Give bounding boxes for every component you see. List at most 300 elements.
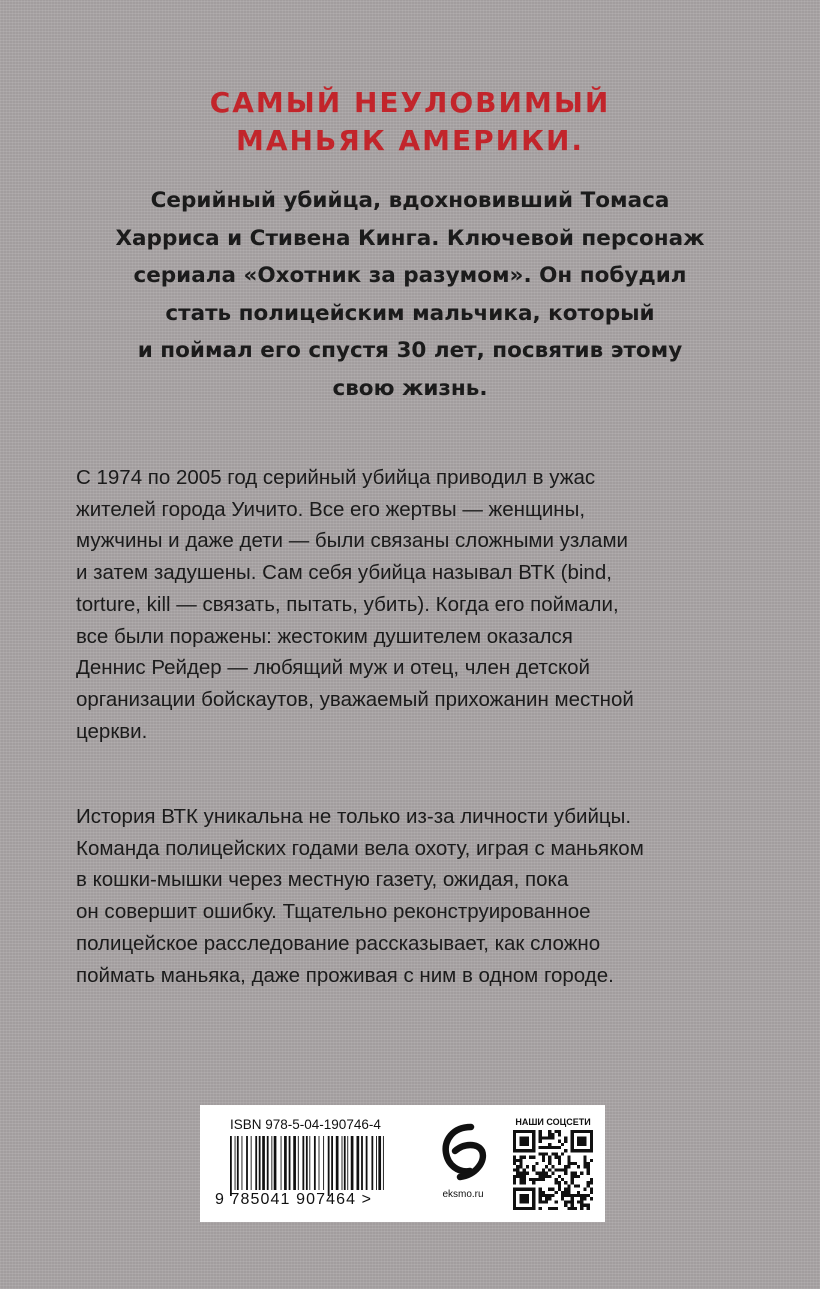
barcode-bar [267,1136,269,1190]
qr-module [532,1207,535,1210]
barcode-bar [289,1136,291,1190]
qr-module [561,1191,564,1194]
barcode-bar [230,1136,232,1196]
barcode-bar [331,1136,333,1190]
paragraph-line: Деннис Рейдер — любящий муж и отец, член детской [76,656,591,680]
qr-module [545,1200,548,1203]
qr-module [529,1156,532,1159]
qr-module [558,1188,561,1191]
qr-module [551,1133,554,1136]
qr-module [587,1207,590,1210]
qr-module [523,1168,526,1171]
qr-module [532,1194,535,1197]
qr-module [548,1162,551,1165]
barcode-bar [371,1136,373,1190]
qr-module [513,1178,516,1181]
qr-module [539,1197,542,1200]
qr-module [513,1207,516,1210]
qr-module [555,1200,558,1203]
qr-module [590,1143,593,1146]
qr-module [542,1194,545,1197]
qr-module [577,1200,580,1203]
qr-module [574,1162,577,1165]
qr-module [571,1133,574,1136]
qr-module [571,1204,574,1207]
qr-module [523,1178,526,1181]
barcode-bar [319,1136,320,1190]
qr-module [577,1143,580,1146]
qr-code-icon [513,1130,593,1210]
qr-module [529,1188,532,1191]
barcode-bar [262,1136,265,1190]
qr-module [564,1168,567,1171]
qr-module [529,1130,532,1133]
qr-module [513,1175,516,1178]
headline-line: МАНЬЯК АМЕРИКИ. [235,124,585,157]
qr-module [532,1191,535,1194]
qr-module [548,1168,551,1171]
qr-module [558,1156,561,1159]
qr-module [519,1194,522,1197]
qr-module [583,1156,586,1159]
qr-module [523,1130,526,1133]
paragraph-line: С 1974 по 2005 год серийный убийца приводил в ужас [76,466,596,489]
qr-module [513,1136,516,1139]
qr-module [574,1175,577,1178]
qr-module [519,1175,522,1178]
qr-module [564,1172,567,1175]
qr-module [574,1130,577,1133]
qr-module [590,1159,593,1162]
qr-module [571,1200,574,1203]
qr-module [545,1172,548,1175]
qr-module [571,1181,574,1184]
qr-module [523,1140,526,1143]
qr-module [532,1133,535,1136]
qr-module [513,1188,516,1191]
qr-module [523,1207,526,1210]
qr-module [513,1159,516,1162]
qr-module [558,1168,561,1171]
qr-module [558,1133,561,1136]
qr-module [564,1181,567,1184]
qr-module [523,1197,526,1200]
qr-module [580,1194,583,1197]
qr-module [548,1188,551,1191]
qr-module [571,1146,574,1149]
paragraph-line: torture, kill — связать, пытать, убить). Когда его поймали, [76,592,619,616]
qr-module [542,1156,545,1159]
qr-module [513,1168,516,1171]
qr-module [542,1172,545,1175]
isbn-text: ISBN 978-5-04-190746-4 [230,1117,381,1132]
qr-module [564,1165,567,1168]
qr-module [519,1200,522,1203]
qr-module [571,1143,574,1146]
qr-module [564,1140,567,1143]
qr-module [580,1140,583,1143]
qr-module [580,1136,583,1139]
barcode-bar [306,1136,308,1190]
qr-module [519,1188,522,1191]
qr-module [590,1136,593,1139]
qr-module [567,1156,570,1159]
qr-module [516,1130,519,1133]
qr-module [551,1172,554,1175]
qr-module [532,1140,535,1143]
qr-module [539,1207,542,1210]
qr-module [548,1207,551,1210]
qr-module [580,1130,583,1133]
qr-module [590,1140,593,1143]
qr-module [548,1156,551,1159]
qr-module [561,1143,564,1146]
barcode-bar [357,1136,360,1190]
qr-module [516,1207,519,1210]
qr-module [583,1204,586,1207]
paragraph-line: полицейское расследование рассказывает, как сложно [76,931,601,955]
qr-module [526,1172,529,1175]
qr-module [542,1136,545,1139]
paragraph-line: мужчины и даже дети — были связаны сложными узлами [76,529,628,553]
qr-module [590,1178,593,1181]
qr-module [564,1204,567,1207]
barcode-bar [298,1136,299,1190]
qr-module [567,1188,570,1191]
qr-module [583,1136,586,1139]
qr-module [523,1136,526,1139]
qr-module [545,1165,548,1168]
qr-module [545,1175,548,1178]
qr-module [583,1130,586,1133]
qr-module [551,1165,554,1168]
lead-line: и поймал его спустя 30 лет, посвятив этому [137,338,683,363]
qr-module [587,1181,590,1184]
qr-module [587,1149,590,1152]
headline [0,84,820,160]
qr-module [583,1140,586,1143]
qr-module [548,1143,551,1146]
qr-module [587,1168,590,1171]
qr-module [526,1130,529,1133]
qr-module [519,1178,522,1181]
qr-module [567,1165,570,1168]
barcode-icon [230,1136,390,1196]
qr-module [523,1149,526,1152]
qr-module [519,1197,522,1200]
qr-module [590,1181,593,1184]
qr-module [545,1146,548,1149]
qr-module [564,1149,567,1152]
qr-module [561,1178,564,1181]
qr-module [516,1168,519,1171]
lead-line: Серийный убийца, вдохновивший Томаса [150,188,670,213]
qr-module [523,1156,526,1159]
qr-module [567,1194,570,1197]
qr-module [567,1159,570,1162]
qr-module [526,1200,529,1203]
qr-module [523,1200,526,1203]
qr-module [523,1181,526,1184]
qr-module [516,1159,519,1162]
qr-module [548,1159,551,1162]
headline-line: САМЫЙ НЕУЛОВИМЫЙ [209,86,611,119]
qr-module [564,1200,567,1203]
barcode-bar [351,1136,354,1190]
qr-module [583,1159,586,1162]
qr-module [587,1165,590,1168]
qr-module [555,1191,558,1194]
barcode-bar [255,1136,257,1190]
paragraph-line: он совершит ошибку. Тщательно реконструированное [76,900,591,924]
qr-module [539,1133,542,1136]
qr-module [555,1168,558,1171]
paragraph-line: церкви. [76,719,148,743]
qr-module [577,1136,580,1139]
qr-module [516,1165,519,1168]
qr-module [542,1191,545,1194]
qr-module [539,1140,542,1143]
qr-module [532,1188,535,1191]
qr-module [555,1130,558,1133]
qr-module [519,1181,522,1184]
qr-module [519,1143,522,1146]
barcode-bar [293,1136,296,1190]
qr-module [526,1207,529,1210]
qr-module [583,1162,586,1165]
social-label: НАШИ СОЦСЕТИ [515,1117,591,1127]
qr-module [529,1207,532,1210]
qr-module [532,1197,535,1200]
qr-module [513,1204,516,1207]
qr-module [519,1149,522,1152]
qr-module [590,1133,593,1136]
qr-module [583,1143,586,1146]
barcode-bar [336,1136,339,1190]
qr-module [513,1143,516,1146]
qr-module [526,1197,529,1200]
barcode-bar [323,1136,324,1190]
qr-module [564,1194,567,1197]
qr-module [532,1146,535,1149]
qr-module [542,1168,545,1171]
qr-module [532,1165,535,1168]
barcode-bar [309,1136,310,1190]
qr-module [526,1194,529,1197]
qr-module [567,1162,570,1165]
qr-module [587,1194,590,1197]
qr-module [519,1156,522,1159]
paragraph-line: и затем задушены. Сам себя убийца называл ВТК (bind, [76,561,612,585]
qr-module [571,1136,574,1139]
qr-module [558,1130,561,1133]
qr-module [555,1181,558,1184]
qr-module [548,1197,551,1200]
qr-module [558,1146,561,1149]
lead-paragraph [0,182,820,407]
qr-module [583,1149,586,1152]
qr-module [526,1136,529,1139]
qr-module [532,1143,535,1146]
qr-module [555,1152,558,1155]
qr-module [567,1207,570,1210]
qr-module [539,1200,542,1203]
qr-module [571,1140,574,1143]
barcode-bar [259,1136,261,1190]
qr-module [548,1146,551,1149]
qr-module [539,1152,542,1155]
qr-module [519,1136,522,1139]
qr-module [526,1140,529,1143]
qr-module [523,1175,526,1178]
qr-module [571,1178,574,1181]
qr-module [590,1146,593,1149]
qr-module [523,1194,526,1197]
qr-module [529,1149,532,1152]
qr-module [580,1204,583,1207]
qr-module [513,1140,516,1143]
qr-module [558,1159,561,1162]
barcode-bar [347,1136,348,1190]
qr-module [590,1130,593,1133]
qr-module [539,1172,542,1175]
qr-module [519,1159,522,1162]
qr-module [526,1149,529,1152]
qr-module [551,1152,554,1155]
qr-module [574,1207,577,1210]
lead-line: свою жизнь. [332,375,488,401]
publisher-site: eksmo.ru [442,1189,484,1200]
qr-module [532,1130,535,1133]
qr-module [564,1191,567,1194]
barcode-bar [342,1136,343,1190]
description-paragraph-2 [76,801,756,991]
qr-module [587,1184,590,1187]
qr-module [555,1156,558,1159]
barcode-bar [284,1136,287,1190]
qr-module [587,1204,590,1207]
barcode-bar [328,1136,330,1196]
qr-module [523,1188,526,1191]
paragraph-line: жителей города Уичито. Все его жертвы — женщины, [76,497,586,521]
qr-module [542,1175,545,1178]
qr-module [571,1197,574,1200]
barcode-bar [366,1136,368,1190]
qr-module [577,1165,580,1168]
qr-module [539,1191,542,1194]
paragraph-line: организации бойскаутов, уважаемый прихожанин местной [76,687,634,711]
qr-module [548,1133,551,1136]
qr-module [558,1184,561,1187]
barcode-bar [361,1136,363,1190]
qr-module [513,1149,516,1152]
qr-module [535,1162,538,1165]
qr-module [526,1165,529,1168]
qr-module [590,1149,593,1152]
qr-module [574,1172,577,1175]
barcode-bar [271,1136,272,1190]
qr-module [561,1168,564,1171]
qr-module [577,1184,580,1187]
qr-module [590,1188,593,1191]
qr-module [526,1143,529,1146]
qr-module [571,1175,574,1178]
qr-module [513,1130,516,1133]
barcode-bar [251,1136,252,1190]
qr-module [548,1136,551,1139]
qr-module [513,1156,516,1159]
qr-module [580,1207,583,1210]
qr-module [587,1130,590,1133]
qr-module [583,1188,586,1191]
qr-module [529,1178,532,1181]
lead-line: сериала «Охотник за разумом». Он побудил [133,263,687,288]
qr-module [561,1194,564,1197]
qr-module [551,1194,554,1197]
barcode-bar [246,1136,248,1190]
qr-module [532,1136,535,1139]
qr-module [551,1136,554,1139]
qr-module [539,1194,542,1197]
qr-module [567,1200,570,1203]
qr-module [558,1162,561,1165]
qr-module [532,1149,535,1152]
qr-module [567,1184,570,1187]
barcode-bar [237,1136,239,1190]
qr-module [532,1156,535,1159]
barcode-bar [235,1136,236,1190]
qr-module [545,1152,548,1155]
qr-module [580,1143,583,1146]
qr-module [519,1140,522,1143]
barcode-bar [376,1136,377,1190]
paragraph-line: в кошки-мышки через местную газету, ожидая, пока [76,868,569,892]
qr-module [567,1191,570,1194]
qr-module [551,1207,554,1210]
qr-module [513,1197,516,1200]
qr-module [561,1197,564,1200]
qr-module [532,1204,535,1207]
qr-module [545,1136,548,1139]
qr-module [539,1136,542,1139]
lead-line: стать полицейским мальчика, который [165,300,655,326]
qr-module [558,1175,561,1178]
qr-module [539,1130,542,1133]
qr-module [535,1172,538,1175]
qr-module [561,1152,564,1155]
qr-module [542,1200,545,1203]
qr-module [558,1140,561,1143]
qr-module [526,1188,529,1191]
barcode-bar [383,1136,384,1190]
qr-module [519,1207,522,1210]
qr-module [519,1162,522,1165]
paragraph-line: Команда полицейских годами вела охоту, играя с маньяком [76,836,644,860]
qr-module [574,1149,577,1152]
qr-module [542,1159,545,1162]
qr-module [539,1188,542,1191]
qr-module [539,1178,542,1181]
lead-line: Харриса и Стивена Кинга. Ключевой персонаж [115,225,705,251]
qr-module [516,1149,519,1152]
qr-module [532,1168,535,1171]
qr-module [590,1197,593,1200]
qr-module [539,1146,542,1149]
qr-module [555,1207,558,1210]
qr-module [587,1162,590,1165]
description-paragraph-1 [76,462,756,747]
qr-module [577,1140,580,1143]
